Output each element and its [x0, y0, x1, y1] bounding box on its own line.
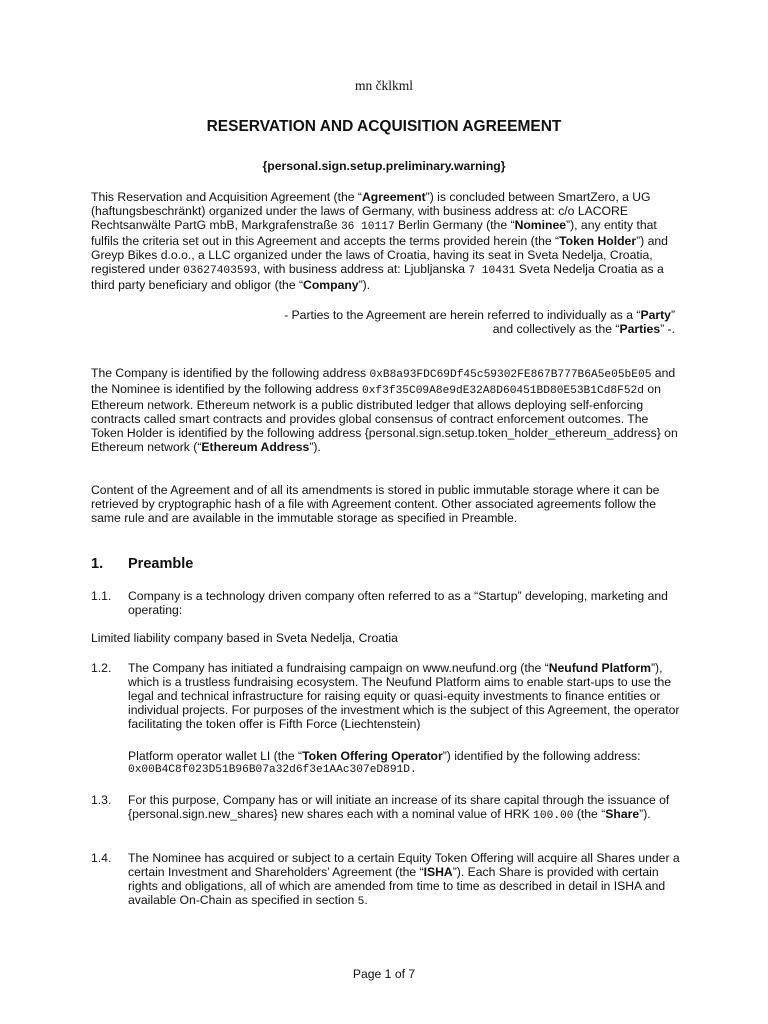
- item-number-1-4: 1.4.: [91, 851, 112, 865]
- item-text-1-1: Company is a technology driven company often referred to as a “Startup” developing, marketing and operating:: [128, 589, 668, 617]
- document-title: RESERVATION AND ACQUISITION AGREEMENT: [206, 118, 562, 135]
- operator-wallet-address: 0x00B4C8f023D51B96B07a32d6f3e1AAc307eD891D.: [128, 764, 417, 776]
- parties-definition: [91, 308, 675, 336]
- item-text-1-4: The Nominee has acquired or subject to a certain Equity Token Offering will acquire all Shares under a certain Investment and Shareholders’ Agreement (the “ISHA”). Each Share is provided with certain rights and obligations, all of which are amended from time to time as described in detail in ISHA and available On-Chain as specified in section 5.: [128, 851, 680, 908]
- item-number-1-3: 1.3.: [91, 793, 112, 807]
- preliminary-warning: {personal.sign.setup.preliminary.warning}: [262, 159, 506, 173]
- page-number: Page 1 of 7: [352, 967, 416, 981]
- limited-liability-line: Limited liability company based in Sveta Nedelja, Croatia: [91, 631, 398, 645]
- intro-paragraph: This Reservation and Acquisition Agreement (the “Agreement”) is concluded between SmartZero, a UG (haftungsbeschränkt) organized under the laws of Germany, with business address at: c/o LACORE Rechtsanwälte PartG mbB, Markgrafenstraße 36 10117 Berlin Germany (the “Nominee”), any entity that fulfils the criteria set out in this Agreement and accepts the terms provided herein (the “Token Holder”) and Greyp Bikes d.o.o., a LLC organized under the laws of Croatia, having its seat in Sveta Nedelja, Croatia, registered under 03627403593, with business address at: Ljubljanska 7 10431 Sveta Nedelja Croatia as a third party beneficiary and obligor (the “Company”).: [91, 190, 668, 292]
- section-heading-preamble: [91, 556, 193, 573]
- item-text-1-2: The Company has initiated a fundraising campaign on www.neufund.org (the “Neufund Platform”), which is a trustless fundraising ecosystem. The Neufund Platform aims to enable start-ups to use the legal and technical infrastructure for raising equity or quasi-equity investments to finance entities or individual projects. For purposes of the investment which is the subject of this Agreement, the operator facilitating the token offer is Fifth Force (Liechtenstein): [128, 661, 680, 731]
- content-paragraph: Content of the Agreement and of all its amendments is stored in public immutable storage where it can be retrieved by cryptographic hash of a file with Agreement content. Other associated agreements follow the same rule and are available in the immutable storage as specified in Preamble.: [91, 483, 660, 525]
- item-number-1-1: 1.1.: [91, 589, 112, 603]
- operator-wallet-paragraph: Platform operator wallet LI (the “Token Offering Operator”) identified by the following address: 0x00B4C8f023D51B96B07a32d6f3e1AAc307eD891D.: [128, 749, 682, 777]
- section-title: Preamble: [128, 556, 194, 572]
- parties-line-1: - Parties to the Agreement are herein referred to individually as a “Party”: [284, 308, 675, 322]
- top-title: mn čklkml: [354, 78, 414, 93]
- section-number: 1.: [91, 556, 104, 572]
- parties-line-2: and collectively as the “Parties” -.: [492, 322, 675, 336]
- item-number-1-2: 1.2.: [91, 661, 112, 675]
- item-text-1-3: For this purpose, Company has or will initiate an increase of its share capital through the issuance of {personal.sign.new_shares} new shares each with a nominal value of HRK 100.00 (the “Share”).: [128, 793, 670, 822]
- ethereum-paragraph: The Company is identified by the following address 0xB8a93FDC69Df45c59302FE867B777B6A5e05bE05 and the Nominee is identified by the following address 0xf3f35C09A8e9dE32A8D60451BD80E53B1Cd8F52d on Ethereum network. Ethereum network is a public distributed ledger that allows deploying self-enforcing contracts called smart contracts and provides global consensus of contract enforcement outcomes. The Token Holder is identified by the following address {personal.sign.setup.token_holder_ethereum_address} on Ethereum network (“Ethereum Address”).: [91, 366, 678, 454]
